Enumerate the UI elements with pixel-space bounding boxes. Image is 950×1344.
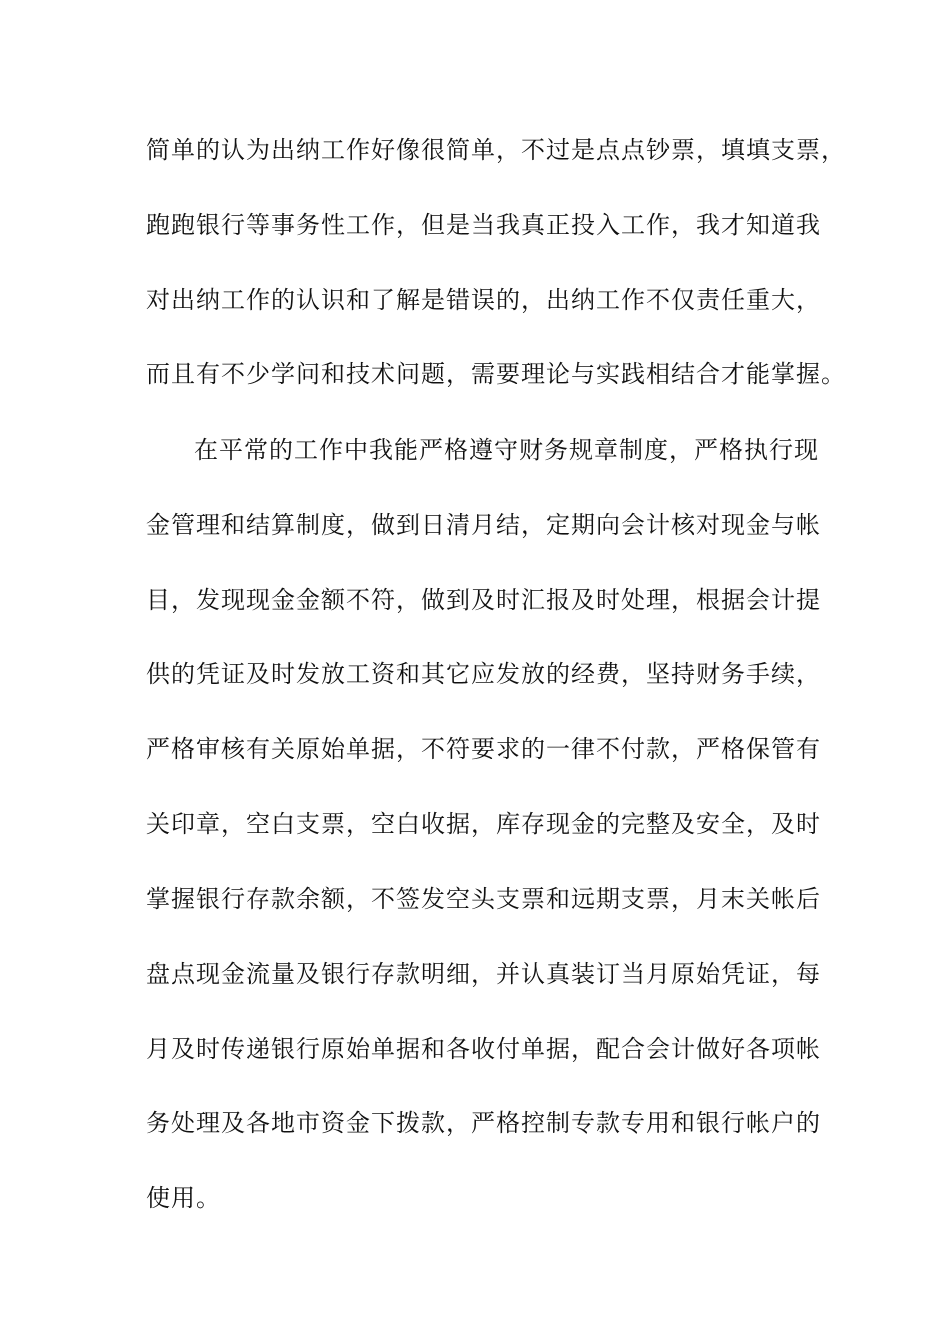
text-line: 跑跑银行等事务性工作，但是当我真正投入工作，我才知道我 [146,211,821,239]
text-line: 对出纳工作的认识和了解是错误的，出纳工作不仅责任重大， [146,286,821,314]
text-line: 务处理及各地市资金下拨款，严格控制专款专用和银行帐户的 [146,1109,821,1137]
text-line: 简单的认为出纳工作好像很简单，不过是点点钞票，填填支票， [146,136,846,164]
text-line: 月及时传递银行原始单据和各收付单据，配合会计做好各项帐 [146,1035,821,1063]
text-line: 而且有不少学问和技术问题，需要理论与实践相结合才能掌握。 [146,360,846,388]
text-line: 在平常的工作中我能严格遵守财务规章制度，严格执行现 [194,436,819,464]
text-line: 金管理和结算制度，做到日清月结，定期向会计核对现金与帐 [146,511,821,539]
text-line: 严格审核有关原始单据，不符要求的一律不付款，严格保管有 [146,735,821,763]
text-line: 关印章，空白支票，空白收据，库存现金的完整及安全，及时 [146,810,821,838]
text-line: 使用。 [146,1184,221,1212]
text-line: 目，发现现金金额不符，做到及时汇报及时处理，根据会计提 [146,586,821,614]
text-line: 供的凭证及时发放工资和其它应发放的经费，坚持财务手续， [146,660,821,688]
text-line: 掌握银行存款余额，不签发空头支票和远期支票，月末关帐后 [146,885,821,913]
text-line: 盘点现金流量及银行存款明细，并认真装订当月原始凭证，每 [146,960,821,988]
